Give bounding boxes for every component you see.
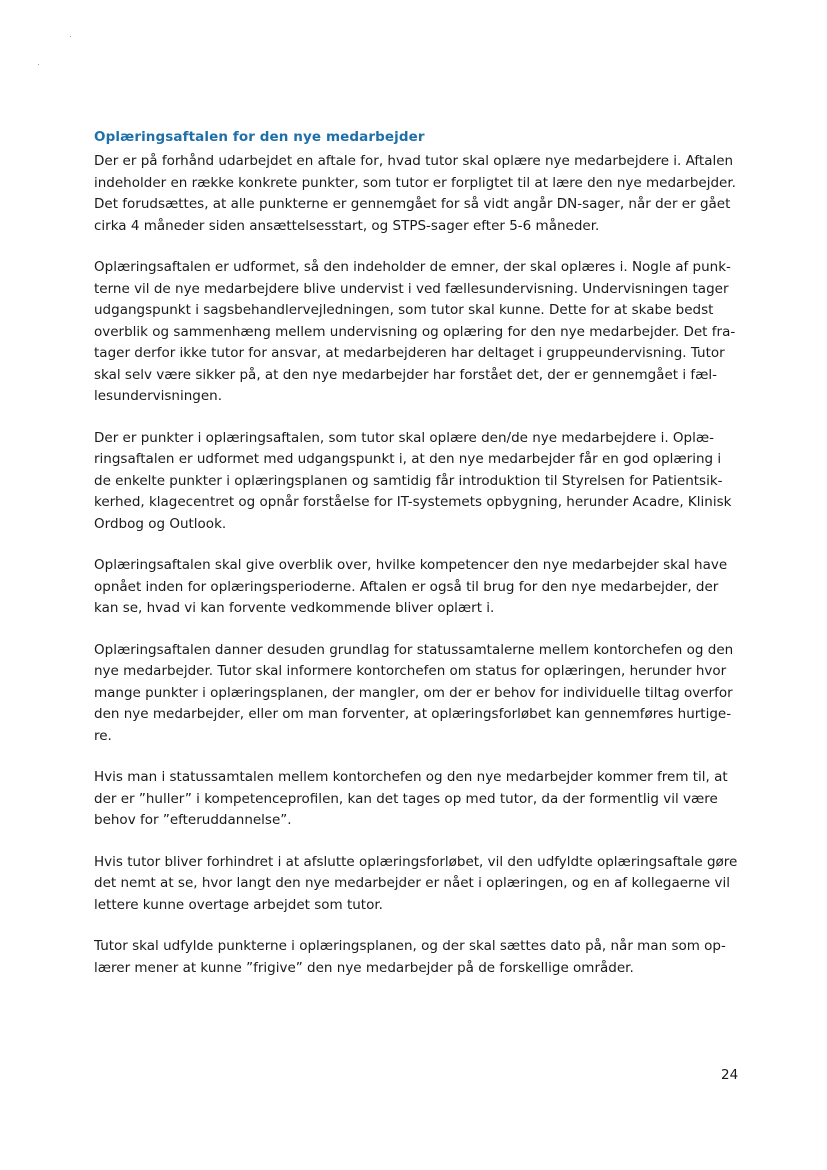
text-line: kerhed, klagecentret og opnår forståelse for IT-systemets opbygning, herunder Acadre, Klinisk (94, 494, 732, 510)
text-line: indeholder en række konkrete punkter, som tutor er forpligtet til at lære den nye medarbejder. (94, 174, 736, 191)
text-line: lærer mener at kunne ”frigive” den nye medarbejder på de forskellige områder. (94, 959, 634, 976)
text-line: der er ”huller” i kompetenceprofilen, kan det tages op med tutor, da der formentlig vil være (94, 790, 718, 807)
text-line: opnået inden for oplæringsperioderne. Aftalen er også til brug for den nye medarbejder, der (94, 578, 719, 595)
scan-artifact (70, 36, 71, 37)
text-line: Oplæringsaftalen skal give overblik over, hvilke kompetencer den nye medarbejder skal have (94, 557, 728, 573)
text-line: det nemt at se, hvor langt den nye medarbejder er nået i oplæringen, og en af kollegaerne vil (94, 875, 730, 891)
text-line: udgangspunkt i sagsbehandlervejledningen, som tutor skal kunne. Dette for at skabe bedst (94, 302, 714, 318)
paragraph (94, 852, 744, 917)
text-line: Oplæringsaftalen danner desuden grundlag for statussamtalerne mellem kontorchefen og den (94, 641, 734, 658)
text-line: Hvis tutor bliver forhindret i at afslutte oplæringsforløbet, vil den udfyldte oplæringsaftale gøre (94, 853, 738, 870)
text-line: Ordbog og Outlook. (94, 515, 227, 532)
text-line: Der er på forhånd udarbejdet en aftale for, hvad tutor skal oplære nye medarbejdere i. Aftalen (94, 153, 734, 169)
body-text (94, 151, 744, 979)
text-line: nye medarbejder. Tutor skal informere kontorchefen om status for oplæringen, herunder hvor (94, 663, 727, 679)
section-heading: Oplæringsaftalen for den nye medarbejder (94, 129, 425, 145)
paragraph (94, 428, 744, 536)
text-line: Tutor skal udfylde punkterne i oplæringsplanen, og der skal sættes dato på, når man som op- (94, 938, 726, 954)
text-line: Hvis man i statussamtalen mellem kontorchefen og den nye medarbejder kommer frem til, at (94, 769, 728, 785)
text-line: mange punkter i oplæringsplanen, der mangler, om der er behov for individuelle tiltag overfor (94, 684, 733, 701)
text-line: de enkelte punkter i oplæringsplanen og samtidig får introduktion til Styrelsen for Patientsik- (94, 472, 723, 489)
text-line: behov for ”efteruddannelse”. (94, 812, 292, 828)
text-line: ringsaftalen er udformet med udgangspunkt i, at den nye medarbejder får en god oplæring i (94, 451, 722, 467)
text-line: overblik og sammenhæng mellem undervisning og oplæring for den nye medarbejder. Det fra- (94, 323, 736, 340)
scan-artifact (38, 64, 39, 65)
text-line: re. (94, 727, 112, 744)
text-line: Oplæringsaftalen er udformet, så den indeholder de emner, der skal oplæres i. Nogle af punk- (94, 259, 731, 275)
text-line: den nye medarbejder, eller om man forventer, at oplæringsforløbet kan gennemføres hurtige- (94, 706, 732, 722)
paragraph (94, 936, 744, 979)
paragraph (94, 640, 744, 748)
paragraph (94, 555, 744, 620)
text-line: lettere kunne overtage arbejdet som tutor. (94, 896, 383, 913)
text-line: skal selv være sikker på, at den nye medarbejder har forstået det, der er gennemgået i fæl- (94, 366, 718, 383)
page-number: 24 (721, 1067, 739, 1083)
text-line: Det forudsættes, at alle punkterne er gennemgået for så vidt angår DN-sager, når der er gået (94, 196, 731, 212)
paragraph (94, 151, 744, 237)
text-line: cirka 4 måneder siden ansættelsesstart, og STPS-sager efter 5-6 måneder. (94, 217, 600, 234)
text-line: kan se, hvad vi kan forvente vedkommende bliver oplært i. (94, 600, 495, 616)
paragraph (94, 767, 744, 832)
page-content (94, 128, 744, 999)
text-line: terne vil de nye medarbejdere blive undervist i ved fællesundervisning. Undervisningen tager (94, 280, 729, 297)
text-line: Der er punkter i oplæringsaftalen, som tutor skal oplære den/de nye medarbejdere i. Oplæ- (94, 429, 715, 446)
text-line: lesundervisningen. (94, 388, 222, 404)
text-line: tager derfor ikke tutor for ansvar, at medarbejderen har deltaget i gruppeundervisning. Tutor (94, 345, 725, 361)
paragraph (94, 257, 744, 408)
